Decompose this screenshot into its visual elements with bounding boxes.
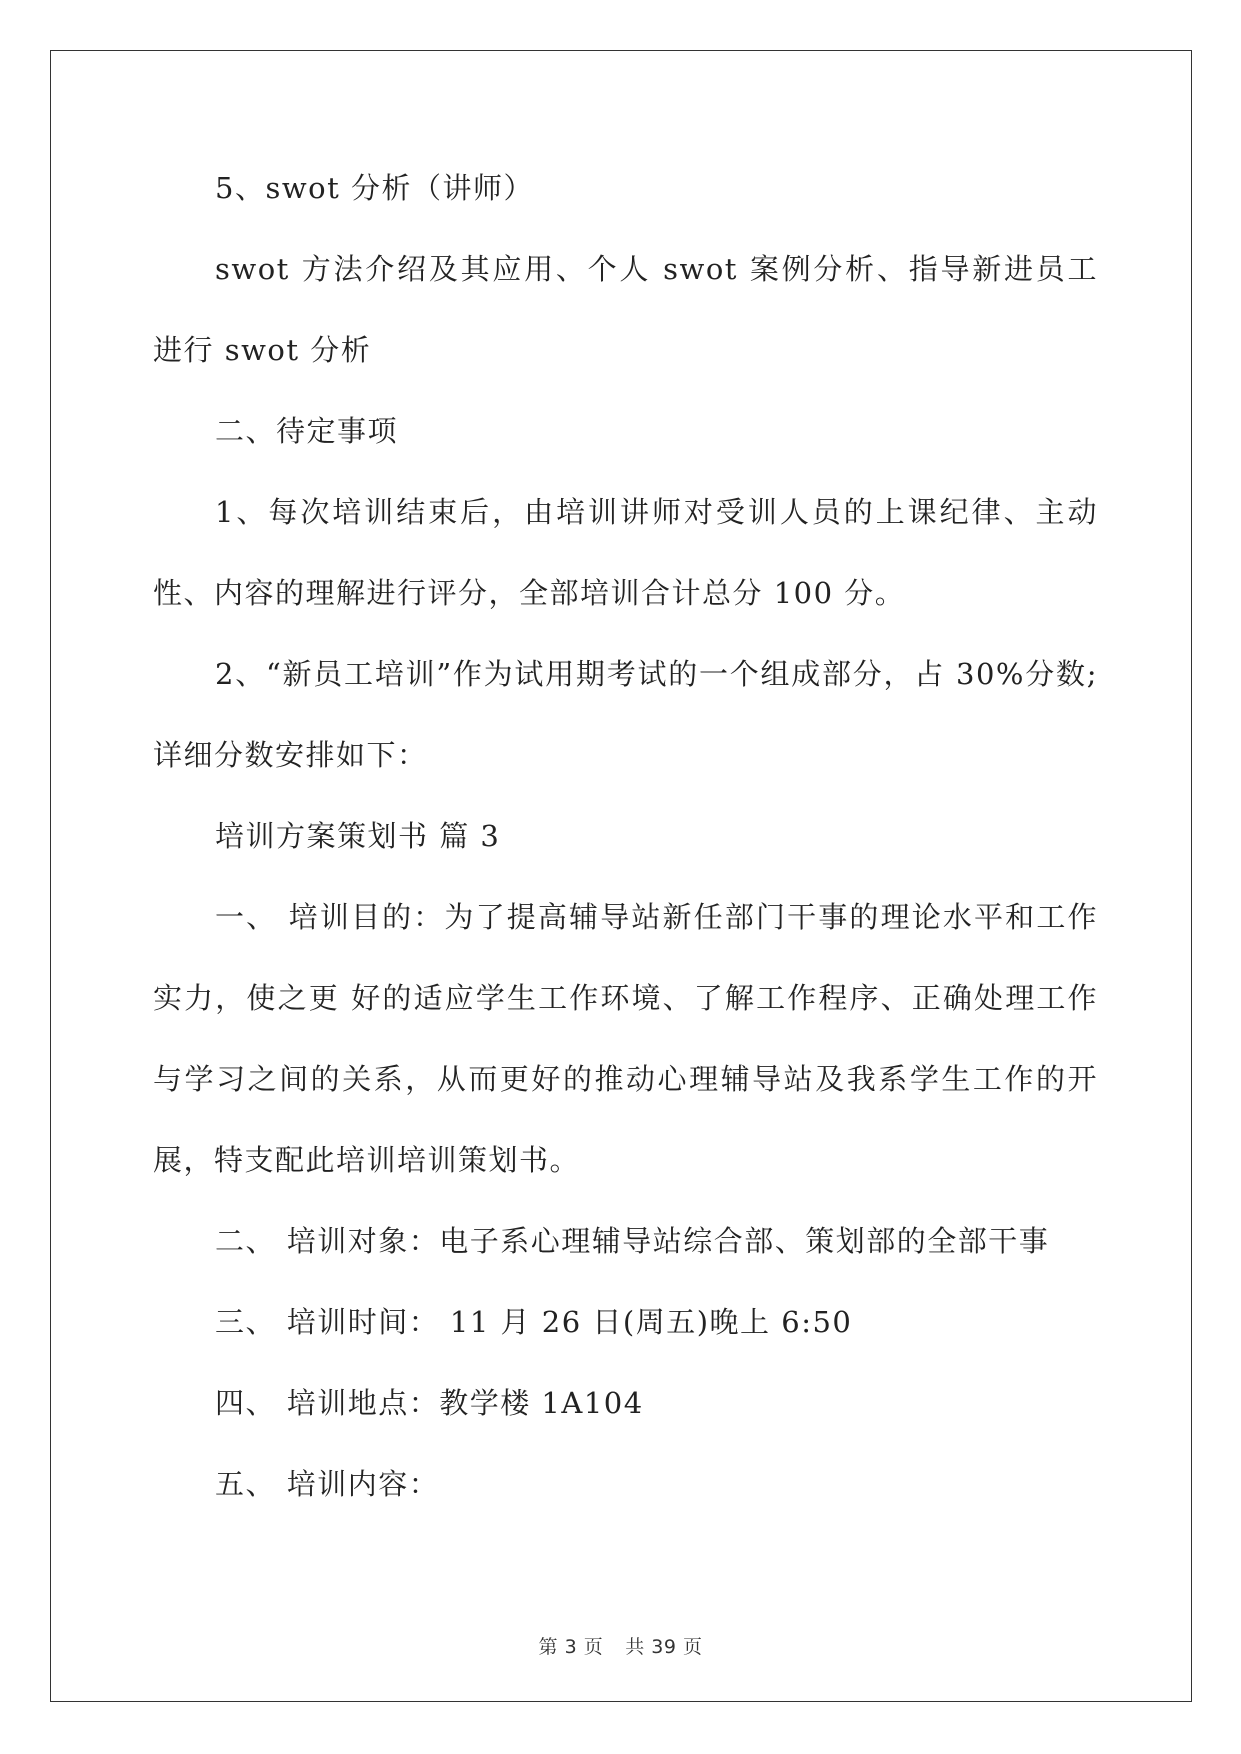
paragraph-training-content: 五、 培训内容：: [215, 1467, 440, 1501]
paragraph-pending-items-heading: 二、待定事项: [215, 414, 399, 448]
paragraph-swot-description: swot 方法介绍及其应用、个人 swot 案例分析、指导新进员工进行 swot 分析: [153, 252, 1098, 367]
paragraph-training-time: 三、 培训时间： 11 月 26 日(周五)晚上 6:50: [215, 1305, 853, 1339]
paragraph-section-title: 培训方案策划书 篇 3: [215, 819, 501, 853]
document-body: [153, 148, 1098, 1525]
paragraph-probation-score: 2、“新员工培训”作为试用期考试的一个组成部分，占 30%分数;详细分数安排如下：: [153, 657, 1098, 772]
page-footer: [0, 1632, 1241, 1659]
paragraph-scoring-rule: 1、每次培训结束后，由培训讲师对受训人员的上课纪律、主动性、内容的理解进行评分，全部培训合计总分 100 分。: [153, 495, 1098, 610]
page-number-current: 第 3 页: [538, 1636, 604, 1658]
paragraph-training-audience: 二、 培训对象：电子系心理辅导站综合部、策划部的全部干事: [215, 1224, 1050, 1258]
page-number-total: 共 39 页: [625, 1636, 703, 1658]
paragraph-swot-heading: 5、swot 分析（讲师）: [215, 171, 534, 205]
paragraph-training-purpose: 一、 培训目的：为了提高辅导站新任部门干事的理论水平和工作实力，使之更 好的适应学生工作环境、了解工作程序、正确处理工作与学习之间的关系，从而更好的推动心理辅导站及我系学生工作的开展，特支配此培训培训策划书。: [153, 900, 1098, 1177]
paragraph-training-location: 四、 培训地点：教学楼 1A104: [215, 1386, 644, 1420]
